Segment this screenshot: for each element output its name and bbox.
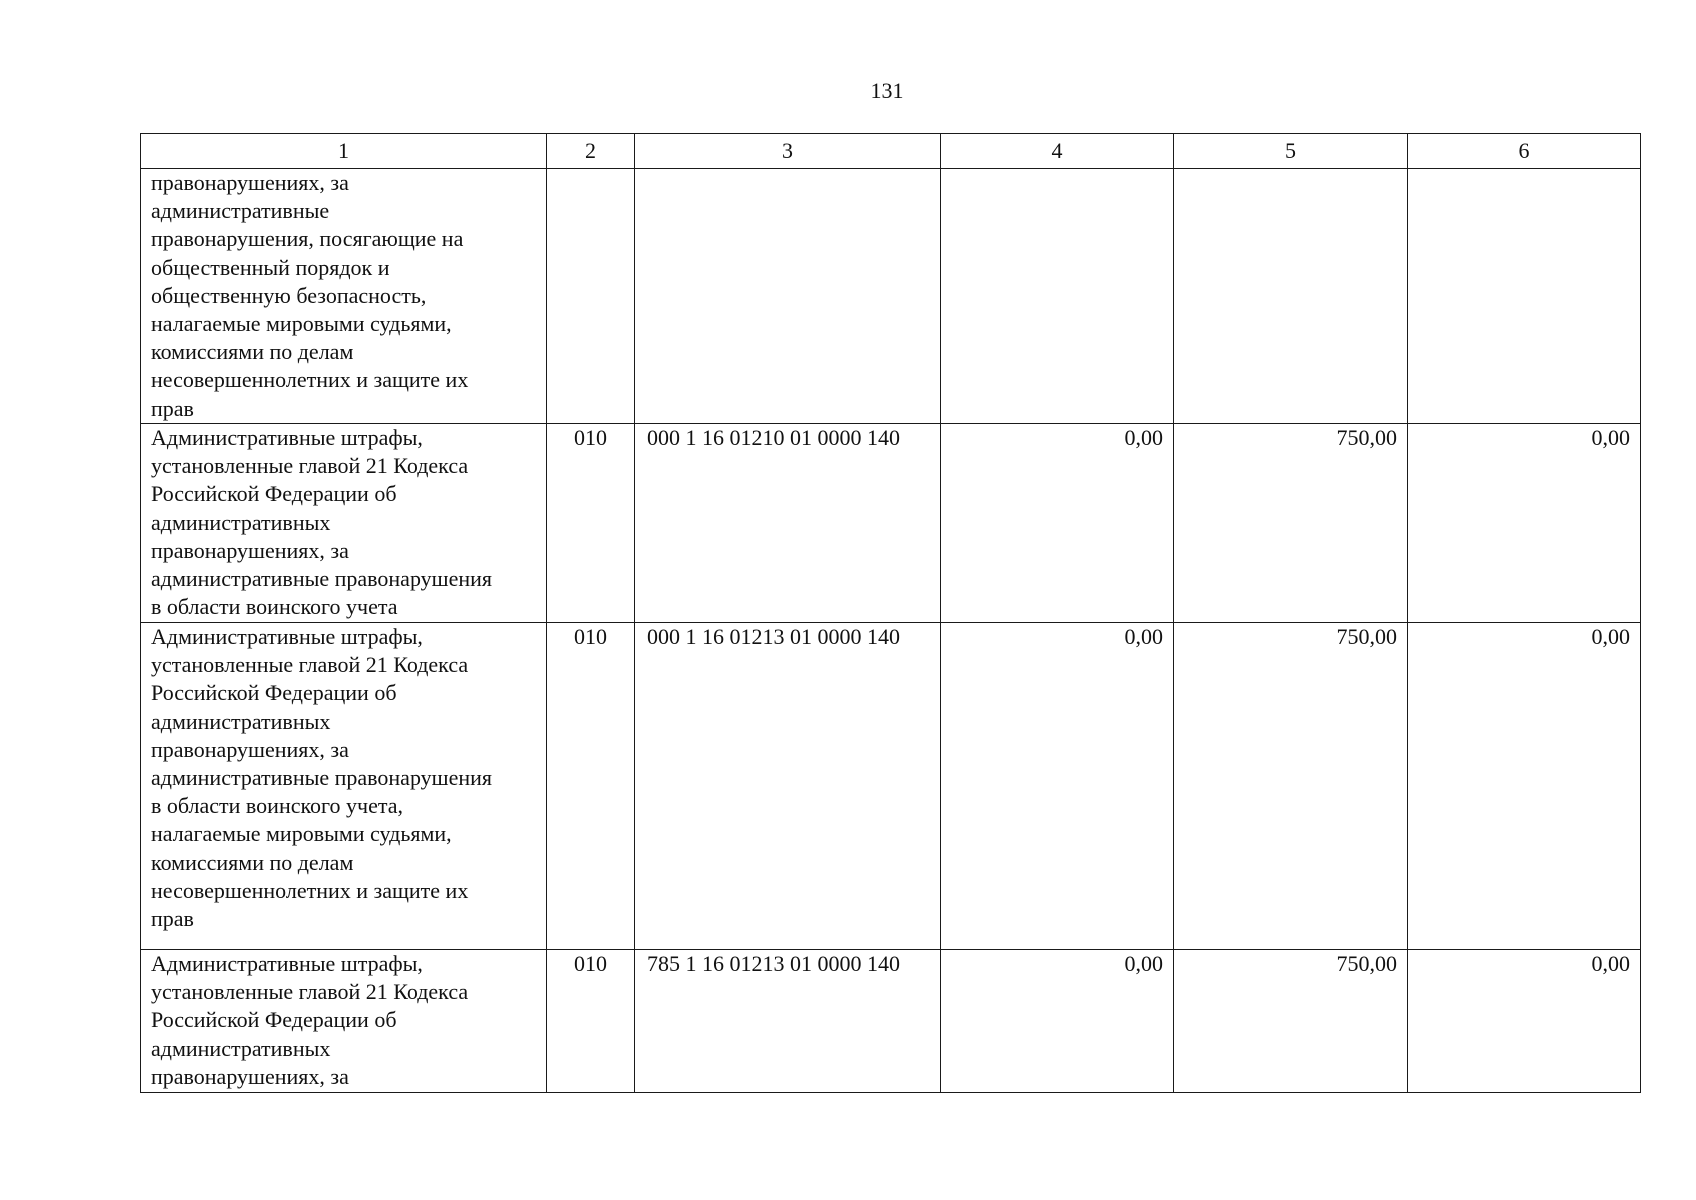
value-cell-6: 0,00 <box>1408 623 1641 950</box>
table-row <box>141 169 1641 424</box>
value-cell-6: 0,00 <box>1408 424 1641 623</box>
value-cell-5: 750,00 <box>1174 424 1408 623</box>
header-cell-5: 5 <box>1174 134 1408 169</box>
budget-code-cell: 000 1 16 01213 01 0000 140 <box>635 623 941 950</box>
description-text: правонарушениях, за административные правонарушения, посягающие на общественный порядок и общественную безопасность, налагаемые мировыми судьями, комиссиями по делам несовершеннолетних и защите их прав <box>151 170 469 421</box>
budget-code-cell <box>635 169 941 424</box>
budget-code-cell: 000 1 16 01210 01 0000 140 <box>635 424 941 623</box>
description-cell <box>141 169 547 424</box>
description-text: Административные штрафы, установленные главой 21 Кодекса Российской Федерации об административных правонарушениях, за административные правонарушения в области воинского учета <box>151 425 493 620</box>
table-row <box>141 950 1641 1093</box>
line-code-cell: 010 <box>547 424 635 623</box>
header-cell-4: 4 <box>941 134 1174 169</box>
table-header-row <box>141 134 1641 169</box>
table-row <box>141 623 1641 950</box>
line-code-cell: 010 <box>547 623 635 950</box>
header-cell-3: 3 <box>635 134 941 169</box>
value-cell-5: 750,00 <box>1174 950 1408 1093</box>
description-cell <box>141 424 547 623</box>
value-cell-4: 0,00 <box>941 424 1174 623</box>
description-text: Административные штрафы, установленные главой 21 Кодекса Российской Федерации об административных правонарушениях, за административные правонарушения в области воинского учета, налагаемые мировыми судьями, комиссиями по делам несовершеннолетних и защите их прав <box>151 624 493 932</box>
description-cell <box>141 950 547 1093</box>
budget-code-cell: 785 1 16 01213 01 0000 140 <box>635 950 941 1093</box>
value-cell-5: 750,00 <box>1174 623 1408 950</box>
value-cell-4 <box>941 169 1174 424</box>
header-cell-6: 6 <box>1408 134 1641 169</box>
value-cell-4: 0,00 <box>941 623 1174 950</box>
line-code-cell: 010 <box>547 950 635 1093</box>
table-row <box>141 424 1641 623</box>
header-cell-1: 1 <box>141 134 547 169</box>
value-cell-4: 0,00 <box>941 950 1174 1093</box>
description-cell <box>141 623 547 950</box>
description-text: Административные штрафы, установленные главой 21 Кодекса Российской Федерации об административных правонарушениях, за <box>151 951 469 1089</box>
header-cell-2: 2 <box>547 134 635 169</box>
line-code-cell <box>547 169 635 424</box>
value-cell-6: 0,00 <box>1408 950 1641 1093</box>
value-cell-6 <box>1408 169 1641 424</box>
value-cell-5 <box>1174 169 1408 424</box>
page-number: 131 <box>870 78 904 103</box>
revenue-table <box>140 133 1641 1093</box>
